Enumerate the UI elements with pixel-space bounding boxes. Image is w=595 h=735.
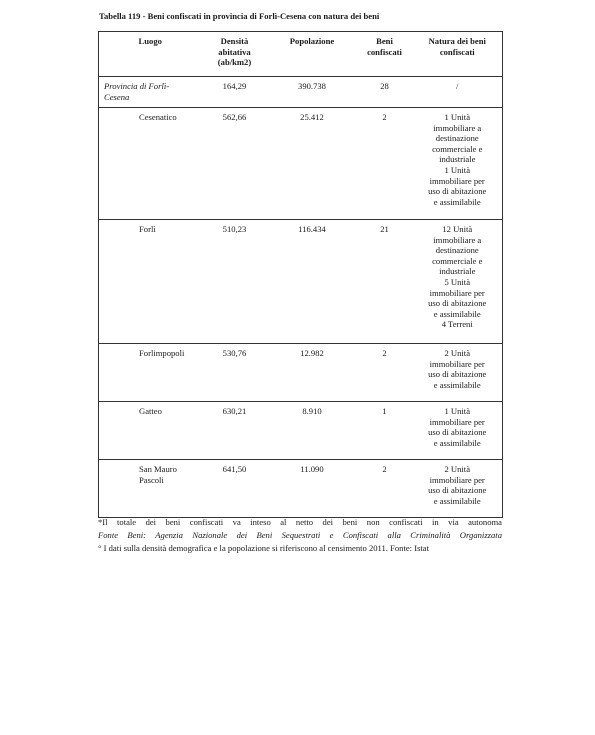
cell-line: Cesena: [104, 91, 130, 102]
header-line: Densità: [220, 36, 249, 46]
cell-line: Forlimpopoli: [139, 348, 185, 358]
header-line: Beni: [376, 36, 393, 46]
cell-natura: [413, 108, 503, 220]
cell-line: commerciale e: [432, 143, 483, 154]
cell-natura: [413, 77, 503, 108]
header-line: Natura dei beni: [428, 36, 486, 46]
cell-popolazione: 12.982: [268, 344, 357, 402]
cell-line: 1 Unità: [444, 112, 471, 122]
cell-luogo: [99, 77, 202, 108]
header-line: confiscati: [367, 46, 402, 57]
col-header-beni: [357, 32, 413, 77]
cell-popolazione: 11.090: [268, 460, 357, 518]
table-row: [99, 402, 503, 460]
cell-line: uso di abitazione: [428, 427, 487, 438]
cell-line: e assimilabile: [433, 495, 481, 506]
cell-line: uso di abitazione: [428, 186, 487, 197]
table-row: [99, 460, 503, 518]
cell-line: e assimilabile: [433, 196, 481, 207]
cell-line: 2 Unità: [444, 348, 471, 358]
cell-line: uso di abitazione: [428, 485, 487, 496]
table-row: [99, 77, 503, 108]
cell-line: 1 Unità: [444, 406, 471, 416]
cell-beni: 2: [357, 108, 413, 220]
cell-line: immobiliare per: [429, 474, 485, 485]
cell-popolazione: 390.738: [268, 77, 357, 108]
cell-densita: 530,76: [202, 344, 268, 402]
cell-densita: 630,21: [202, 402, 268, 460]
table-notes: [98, 516, 502, 555]
header-line: abitativa: [218, 46, 251, 57]
note-source: Fonte Beni: Agenzia Nazionale dei Beni Sequestrati e Confiscati alla Criminalità Organizzata: [98, 530, 502, 540]
cell-beni: 1: [357, 402, 413, 460]
table-row: [99, 344, 503, 402]
cell-line: 4 Terreni: [441, 319, 473, 330]
cell-line: Provincia di Forlì-: [104, 81, 170, 91]
cell-luogo: [99, 460, 202, 518]
note-census: ° I dati sulla densità demografica e la popolazione si riferiscono al censimento 2011. Fonte: Istat: [98, 543, 430, 553]
cell-line: immobiliare a: [433, 234, 482, 245]
cell-natura: [413, 460, 503, 518]
table-header-row: [99, 32, 503, 77]
cell-line: 12 Unità: [442, 224, 473, 234]
cell-luogo: [99, 220, 202, 344]
cell-line: e assimilabile: [433, 437, 481, 448]
cell-line: Pascoli: [139, 474, 164, 485]
cell-line: /: [456, 81, 459, 91]
cell-beni: 28: [357, 77, 413, 108]
cell-line: immobiliare a: [433, 122, 482, 133]
cell-line: e assimilabile: [433, 379, 481, 390]
cell-line: Gatteo: [139, 406, 162, 416]
col-header-natura: [413, 32, 503, 77]
cell-line: Forlì: [139, 224, 156, 234]
cell-luogo: [99, 108, 202, 220]
cell-popolazione: 8.910: [268, 402, 357, 460]
table-body: [99, 77, 503, 518]
cell-densita: 164,29: [202, 77, 268, 108]
cell-line: 1 Unità: [444, 164, 471, 175]
cell-line: immobiliare per: [429, 416, 485, 427]
cell-line: uso di abitazione: [428, 298, 487, 309]
table-title: Tabella 119 - Beni confiscati in provincia di Forlì-Cesena con natura dei beni: [99, 11, 380, 21]
cell-line: e assimilabile: [433, 308, 481, 319]
col-header-popolazione: Popolazione: [268, 32, 357, 77]
cell-line: immobiliare per: [429, 358, 485, 369]
cell-natura: [413, 220, 503, 344]
cell-line: immobiliare per: [429, 175, 485, 186]
cell-line: commerciale e: [432, 255, 483, 266]
col-header-luogo: Luogo: [99, 32, 202, 77]
table-row: [99, 220, 503, 344]
cell-line: uso di abitazione: [428, 369, 487, 380]
cell-natura: [413, 402, 503, 460]
cell-popolazione: 25.412: [268, 108, 357, 220]
header-line: (ab/km2): [217, 57, 252, 68]
cell-line: San Mauro: [139, 464, 177, 474]
note-total: *Il totale dei beni confiscati va inteso al netto dei beni non confiscati in via autonoma: [98, 517, 502, 527]
cell-line: industriale: [439, 154, 476, 165]
col-header-densita: [202, 32, 268, 77]
cell-natura: [413, 344, 503, 402]
cell-line: 2 Unità: [444, 464, 471, 474]
cell-line: 5 Unità: [444, 276, 471, 287]
cell-line: Cesenatico: [139, 112, 177, 122]
cell-densita: 562,66: [202, 108, 268, 220]
cell-densita: 641,50: [202, 460, 268, 518]
cell-line: industriale: [439, 266, 476, 277]
header-line: confiscati: [439, 46, 475, 57]
confiscated-assets-table: [98, 31, 503, 518]
cell-densita: 510,23: [202, 220, 268, 344]
cell-line: destinazione: [435, 245, 479, 256]
cell-beni: 2: [357, 344, 413, 402]
cell-line: immobiliare per: [429, 287, 485, 298]
cell-line: destinazione: [435, 133, 479, 144]
cell-beni: 21: [357, 220, 413, 344]
cell-luogo: [99, 402, 202, 460]
cell-popolazione: 116.434: [268, 220, 357, 344]
cell-luogo: [99, 344, 202, 402]
table-row: [99, 108, 503, 220]
cell-beni: 2: [357, 460, 413, 518]
